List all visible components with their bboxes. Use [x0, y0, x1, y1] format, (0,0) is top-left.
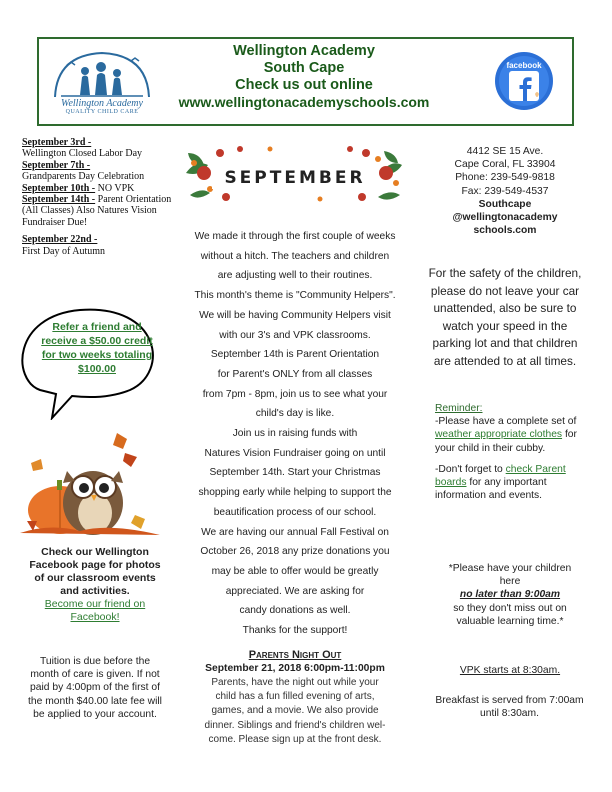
body-line: This month's theme is "Community Helpers". — [194, 290, 396, 302]
calendar-item: September 3rd - Wellington Closed Labor Day — [22, 137, 143, 160]
body-line: candy donations as well. — [239, 605, 351, 617]
reminder-box — [435, 402, 593, 502]
vpk-start: VPK starts at 8:30am. — [459, 665, 561, 676]
body-line: shopping early while helping to support the — [198, 487, 392, 499]
phone-number: Phone: 239-549-9818 — [455, 172, 555, 184]
school-name: Wellington Academy — [233, 43, 375, 59]
breakfast-notice: Breakfast is served from 7:00am until 8:30am. — [435, 695, 584, 720]
owl-pumpkin-illustration — [15, 425, 165, 540]
pno-title: Parents Night Out — [248, 649, 342, 661]
pno-line: games, and a movie. We also provide — [211, 705, 379, 717]
parents-night-out — [170, 648, 420, 747]
website-link[interactable]: www.wellingtonacademyschools.com — [178, 94, 430, 110]
pno-line: child has a fun filled evening of arts, — [215, 691, 375, 703]
reminder-title: Reminder: — [435, 403, 483, 414]
calendar-item: September 14th - Parent Orientation (All Classes) Also Natures Vision Fundraiser Due! — [22, 194, 172, 228]
logo-subtitle: QUALITY CHILD CARE — [65, 109, 139, 115]
body-line: Thanks for the support! — [242, 625, 348, 637]
calendar-item: September 22nd - First Day of Autumn — [22, 234, 106, 257]
tuition-notice: Tuition is due before the month of care is given. If not paid by 4:00pm of the first of the month $40.00 late fee will be applied to your account. — [28, 656, 162, 720]
pno-line: Parents, have the night out while your — [211, 677, 379, 688]
body-line: child's day is like. — [255, 408, 335, 420]
body-line: We made it through the first couple of weeks — [194, 231, 396, 242]
fax-number: Fax: 239-549-4537 — [461, 185, 549, 197]
body-line: September 14th is Parent Orientation — [210, 349, 380, 361]
body-line: are adjusting well to their routines. — [217, 270, 373, 282]
contact-info — [425, 145, 585, 237]
facebook-icon[interactable] — [494, 51, 554, 111]
body-line: Join us in raising funds with — [232, 428, 358, 440]
calendar-item: September 10th - NO VPK — [22, 182, 135, 194]
dropoff-text: so they don't miss out on valuable learning time.* — [453, 602, 567, 627]
dropoff-notice — [440, 562, 580, 628]
school-logo — [47, 47, 157, 117]
address-line: 4412 SE 15 Ave. — [466, 146, 544, 157]
header-text — [154, 43, 454, 111]
body-line: We are having our annual Fall Festival on — [201, 526, 389, 538]
body-line: October 26, 2018 any prize donations you — [200, 546, 390, 558]
campus-name: South Cape — [263, 60, 345, 76]
facebook-label: facebook — [506, 61, 542, 70]
body-line: appreciated. We are asking for — [225, 585, 365, 597]
body-line: with our 3's and VPK classrooms. — [219, 329, 371, 341]
header-tagline: Check us out online — [235, 77, 373, 93]
body-line: Natures Vision Fundraiser going on until — [204, 447, 386, 459]
facebook-promo — [25, 546, 165, 624]
reminder-item: -Please have a complete set of weather appropriate clothes for your child in their cubby. — [435, 416, 577, 454]
body-line: September 14th. Start your Christmas — [209, 467, 381, 479]
logo-name: Wellington Academy — [61, 98, 143, 109]
body-line: We will be having Community Helpers visit — [199, 309, 391, 321]
reminder-item: -Don't forget to check Parent boards for any important information and events. — [435, 463, 566, 502]
month-title: SEPTEMBER — [224, 168, 366, 188]
dropoff-deadline: no later than 9:00am — [459, 589, 561, 601]
body-line: without a hitch. The teachers and children — [200, 250, 390, 262]
pno-line: dinner. Siblings and friend's children wel- — [204, 719, 386, 731]
pno-date: September 21, 2018 6:00pm-11:00pm — [205, 663, 385, 674]
body-line: from 7pm - 8pm, join us to see what your — [202, 388, 388, 400]
calendar-list — [22, 137, 177, 257]
facebook-promo-text: Check our Wellington Facebook page for photos of our classroom events and activities. — [29, 546, 161, 597]
body-line: may be able to offer would be greatly — [211, 565, 379, 577]
referral-offer: Refer a friend and receive a $50.00 credit for two weeks totaling $100.00 — [41, 321, 153, 375]
dropoff-text: *Please have your children here — [448, 563, 572, 588]
body-line: for Parent's ONLY from all classes — [217, 368, 373, 380]
social-handle: @wellingtonacademy — [452, 212, 558, 224]
address-line: Cape Coral, FL 33904 — [454, 159, 556, 171]
safety-notice: For the safety of the children, please do not leave your car unattended, also be sure to watch your speed in the parking lot and that children are attended to at all times. — [428, 266, 582, 368]
newsletter-body — [170, 227, 420, 641]
facebook-promo-link[interactable]: Become our friend on Facebook! — [44, 598, 146, 623]
body-line: beautification process of our school. — [213, 506, 377, 518]
header-box — [37, 37, 574, 126]
social-handle: schools.com — [473, 225, 537, 237]
social-handle: Southcape — [478, 198, 532, 210]
calendar-item: September 7th - Grandparents Day Celebration — [22, 159, 145, 183]
pno-line: come. Please sign up at the front desk. — [208, 733, 382, 745]
